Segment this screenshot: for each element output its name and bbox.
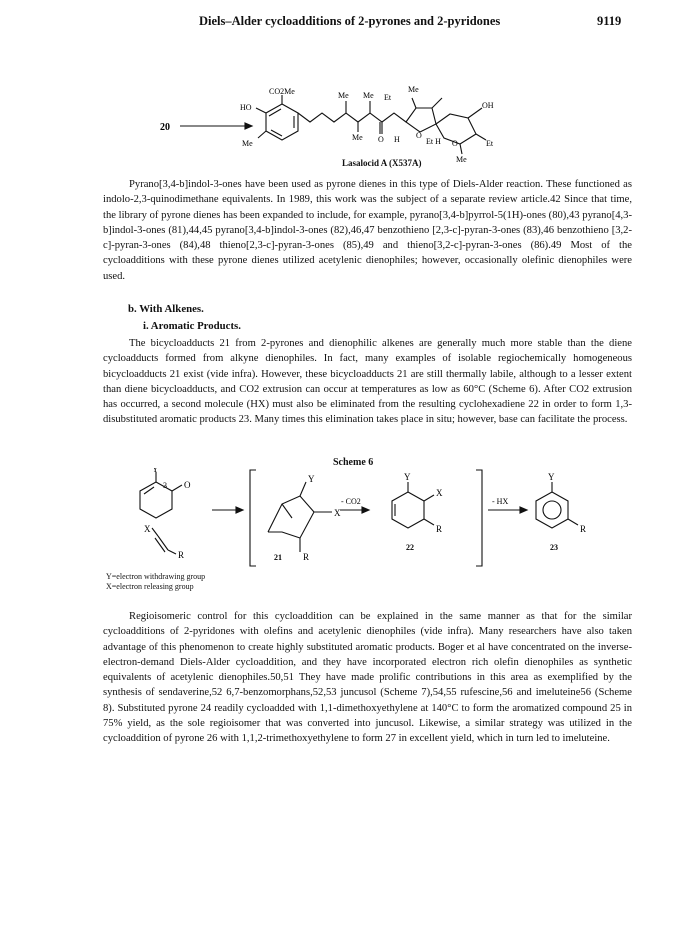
atom-label: O (416, 131, 422, 140)
atom-label: Me (352, 133, 363, 142)
atom-label: Me (363, 91, 374, 100)
heading-with-alkenes: b. With Alkenes. (128, 303, 204, 315)
paragraph-regioisomeric-control: Regioisomeric control for this cycloaddition can be explained in the same manner as that for the similar cycloadditions of 2-pyridones with olefins and acetylenic dienophiles (vide infra). Many researchers have also taken advantage of this phenomenon to create highly substituted aromatic products. Boger et al have concentrated on the inverse-electron-demand Diels-Alder cycloaddition, and they have incorporated electron rich olefin dienophiles as synthetic equivalents of acetylenic dienophiles.50,51 They have made prolific contributions in this area as exemplified by the synthesis of sendaverine,52 6,7-benzomorphans,52,53 juncusol (Scheme 7),54,55 rufescine,56 and imeluteine56 (Scheme 8). Substituted pyrone 24 readily cycloadded with 1,1-dimethoxyethylene at 140°C to form the aromatized compound 25 in 75% yield, as the sole regioisomer that was converted into juncusol. Likewise, a similar strategy was utilized in the cycloaddition of pyrone 26 with 1,1,2-trimethoxyethylene to form 27 in excellent yield, which in turn led to imeluteine. (103, 611, 632, 745)
arrow-head (245, 123, 252, 129)
atom-label: Y (308, 474, 315, 484)
atom-label: R (178, 550, 185, 560)
atom-label: Me (408, 85, 419, 94)
legend-x: X=electron releasing group (106, 582, 194, 591)
atom-label: R (303, 552, 310, 562)
page-number: 9119 (597, 14, 622, 28)
atom-label: X (436, 488, 443, 498)
left-bracket (250, 470, 256, 566)
atom-label: 3 (163, 481, 167, 490)
compound-23-label: 23 (550, 543, 558, 552)
heading-aromatic-products: i. Aromatic Products. (143, 320, 241, 332)
right-bracket (476, 470, 482, 566)
tetrahydrofuran-ring (406, 108, 436, 132)
benzene-ring (266, 104, 298, 140)
atom-label: O (378, 135, 384, 144)
lasalocid-caption: Lasalocid A (X537A) (342, 158, 422, 168)
atom-label: CO2Me (269, 87, 295, 96)
atom-label: Y (404, 472, 411, 482)
atom-label: O (184, 480, 191, 490)
paragraph-pyrone-dienes: Pyrano[3,4-b]indol-3-ones have been used as pyrone dienes in this type of Diels-Alder reaction. These functioned as indolo-2,3-quinodimethane equivalents. In 1989, this work was the subject of a separate review article.42 Since that time, the library of pyrone dienes has been expanded to include, for example, pyrano[3,4-b]pyrrol-5(1H)-ones (80),43 pyrano[4,3-b]indol-3-ones (81),44,45 pyrano[3,4-b]indol-3-ones (82),46,47 benzothieno [2,3-c]-pyran-3-ones (83),46 benzothieno [3,2-c]-pyran-3-ones (84),48 thieno[2,3-c]-pyran-3-ones (85),49 and thieno[3,2-c]-pyran-3-ones (86).49 Most of the cycloadditions with these pyrone dienes utilized acetylenic dienophiles; however, occasionally olefinic dienophiles were used. (103, 179, 632, 282)
atom-label: Y (152, 468, 159, 474)
benzene-23 (536, 492, 568, 528)
atom-label: Me (456, 155, 467, 164)
atom-label: R (436, 524, 443, 534)
atom-label: HO (240, 103, 252, 112)
compound-21-label: 21 (274, 553, 282, 562)
atom-label: Et H (426, 137, 441, 146)
compound-22-label: 22 (406, 543, 414, 552)
lasalocid-scheme (150, 84, 600, 164)
atom-label: OH (482, 101, 494, 110)
running-title: Diels–Alder cycloadditions of 2-pyrones and 2-pyridones (199, 14, 501, 28)
pyrone-ring (140, 482, 172, 518)
lasalocid-structure-svg (150, 84, 600, 164)
cyclohexadiene-22 (392, 492, 424, 528)
paragraph-bicycloadducts: The bicycloadducts 21 from 2-pyrones and dienophilic alkenes are generally much more stable than the diene cycloadducts formed from alkyne dienophiles. In fact, many examples of isolable regiochemically homogeneous bicycloadducts 21 exist (vide infra). However, these bicycloadducts 21 are still thermally labile, although to a lesser extent than diene bicycloadducts, and CO2 extrusion can occur at temperatures as low as 60°C (Scheme 6). After CO2 extrusion has occurred, a second molecule (HX) must also be eliminated from the resulting cyclohexadiene 22 in order to form 1,3-disubstituted aromatic products 23. Many times this elimination takes place in situ; however, base can facilitate the process. (103, 338, 632, 426)
carbon-chain (298, 113, 406, 122)
atom-label: Et (384, 93, 392, 102)
atom-label: O (452, 139, 458, 148)
scheme-6-title: Scheme 6 (333, 457, 374, 468)
atom-label: X (144, 524, 151, 534)
atom-label: Et (486, 139, 494, 148)
atom-label: Y (548, 472, 555, 482)
arrow-co2-label: - CO2 (341, 497, 361, 506)
compound-20-label: 20 (160, 122, 170, 133)
atom-label: H (394, 135, 400, 144)
legend-y: Y=electron withdrawing group (106, 572, 206, 581)
atom-label: R (580, 524, 587, 534)
atom-label: Me (338, 91, 349, 100)
atom-label: Me (242, 139, 253, 148)
atom-label: X (334, 508, 341, 518)
arrow-hx-label: - HX (492, 497, 509, 506)
